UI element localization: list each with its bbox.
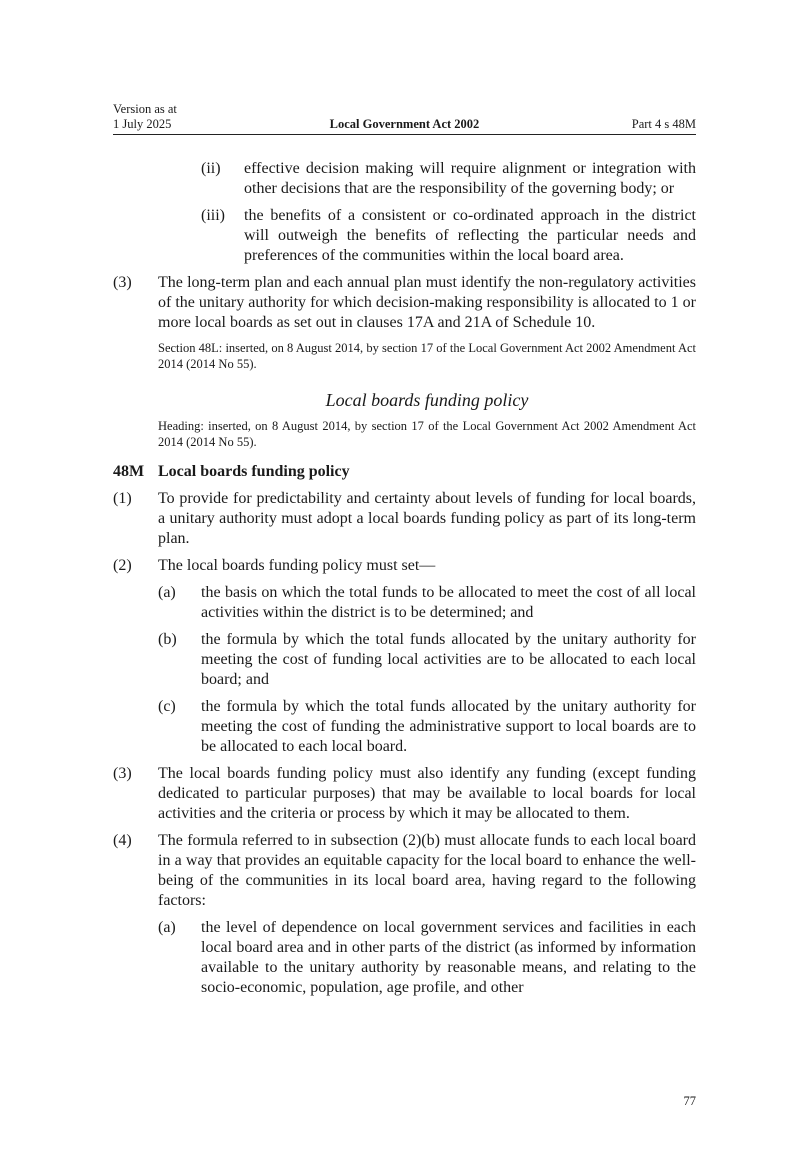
paragraph-2b bbox=[113, 630, 696, 690]
subsection-label: (2) bbox=[113, 557, 132, 574]
subsection-text: The local boards funding policy must set— bbox=[158, 557, 436, 574]
paragraph-4a bbox=[113, 918, 696, 998]
subsection-label: (1) bbox=[113, 490, 132, 507]
version-label: Version as at bbox=[113, 102, 177, 116]
act-title: Local Government Act 2002 bbox=[329, 117, 480, 131]
subparagraph-text: the benefits of a consistent or co-ordinated approach in the district will outweigh the benefits of reflecting the particular needs and preferences of the communities within the local board area. bbox=[244, 207, 696, 264]
paragraph-text: the formula by which the total funds allocated by the unitary authority for meeting the cost of funding local activities are to be allocated to each local board; and bbox=[201, 631, 696, 688]
running-header bbox=[113, 100, 696, 135]
page-content bbox=[113, 159, 696, 998]
paragraph-2c bbox=[113, 697, 696, 757]
version-date-value: 1 July 2025 bbox=[113, 117, 172, 131]
section-title: Local boards funding policy bbox=[158, 463, 350, 480]
heading-history-note: Heading: inserted, on 8 August 2014, by section 17 of the Local Government Act 2002 Amendment Act 2014 (2014 No 55). bbox=[158, 419, 696, 449]
subparagraph-label: (ii) bbox=[201, 160, 221, 177]
subsection-3-prev bbox=[113, 273, 696, 333]
section-reference: Part 4 s 48M bbox=[631, 117, 696, 131]
paragraph-text: the level of dependence on local government services and facilities in each local board area and in other parts of the district (as informed by information available to the unitary authority by reasonable means, and relating to the socio-economic, population, age profile, and other bbox=[201, 919, 696, 996]
subsection-label: (4) bbox=[113, 832, 132, 849]
paragraph-text: the formula by which the total funds allocated by the unitary authority for meeting the cost of funding the administrative support to local boards are to be allocated to each local board. bbox=[201, 698, 696, 755]
paragraph-label: (c) bbox=[158, 698, 176, 715]
subsection-4 bbox=[113, 831, 696, 911]
subparagraph-iii bbox=[113, 206, 696, 266]
subsection-text: The local boards funding policy must also identify any funding (except funding dedicated to particular purposes) that may be available to local boards for local activities and the criteria or process by which it may be allocated to them. bbox=[158, 765, 696, 822]
subsection-text: The formula referred to in subsection (2)(b) must allocate funds to each local board in a way that provides an equitable capacity for the local board to enhance the well-being of the communities in its local board area, having regard to the following factors: bbox=[158, 832, 696, 909]
paragraph-label: (a) bbox=[158, 919, 176, 936]
paragraph-text: the basis on which the total funds to be allocated to meet the cost of all local activities within the district is to be determined; and bbox=[201, 584, 696, 621]
subsection-label: (3) bbox=[113, 765, 132, 782]
paragraph-label: (b) bbox=[158, 631, 177, 648]
subsection-1 bbox=[113, 489, 696, 549]
subsection-label: (3) bbox=[113, 274, 132, 291]
section-number: 48M bbox=[113, 463, 145, 480]
subparagraph-text: effective decision making will require alignment or integration with other decisions that are the responsibility of the governing body; or bbox=[244, 160, 696, 197]
subparagraph-ii bbox=[113, 159, 696, 199]
section-heading bbox=[113, 462, 696, 482]
page-number: 77 bbox=[683, 1094, 696, 1108]
paragraph-2a bbox=[113, 583, 696, 623]
subsection-text: The long-term plan and each annual plan must identify the non-regulatory activities of the unitary authority for which decision-making responsibility is allocated to 1 or more local boards as set out in clauses 17A and 21A of Schedule 10. bbox=[158, 274, 696, 331]
subparagraph-label: (iii) bbox=[201, 207, 225, 224]
subsection-text: To provide for predictability and certainty about levels of funding for local boards, a unitary authority must adopt a local boards funding policy as part of its long-term plan. bbox=[158, 490, 696, 547]
subsection-3 bbox=[113, 764, 696, 824]
history-note: Section 48L: inserted, on 8 August 2014, by section 17 of the Local Government Act 2002 Amendment Act 2014 (2014 No 55). bbox=[158, 341, 696, 371]
page bbox=[113, 100, 696, 998]
subsection-2 bbox=[113, 556, 696, 576]
cross-heading: Local boards funding policy bbox=[325, 390, 529, 410]
paragraph-label: (a) bbox=[158, 584, 176, 601]
